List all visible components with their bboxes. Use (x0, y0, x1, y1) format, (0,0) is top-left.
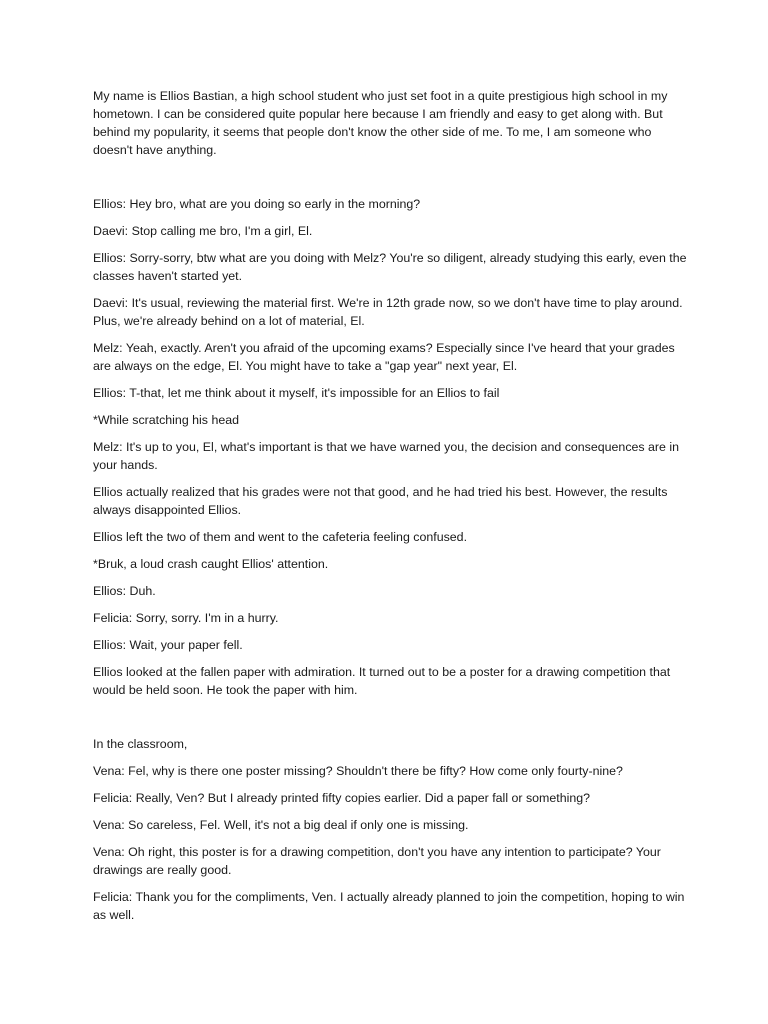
narration-paragraph: Ellios looked at the fallen paper with admiration. It turned out to be a poster for a drawing competition that would be held soon. He took the paper with him. (93, 665, 671, 697)
stage-direction: *Bruk, a loud crash caught Ellios' attention. (93, 557, 329, 571)
dialogue-line: Felicia: Sorry, sorry. I'm in a hurry. (93, 611, 279, 625)
dialogue-line: Ellios: Duh. (93, 584, 156, 598)
dialogue-line: Vena: Oh right, this poster is for a drawing competition, don't you have any intention to participate? Your drawings are really good. (93, 845, 661, 877)
dialogue-line: Vena: Fel, why is there one poster missing? Shouldn't there be fifty? How come only fourty-nine? (93, 764, 623, 778)
dialogue-line: Felicia: Really, Ven? But I already printed fifty copies earlier. Did a paper fall or something? (93, 791, 591, 805)
dialogue-line: Ellios: Wait, your paper fell. (93, 638, 243, 652)
document-page (93, 87, 693, 933)
dialogue-line: Vena: So careless, Fel. Well, it's not a big deal if only one is missing. (93, 818, 469, 832)
dialogue-line: Ellios: Hey bro, what are you doing so early in the morning? (93, 197, 421, 211)
narration-paragraph: Ellios actually realized that his grades were not that good, and he had tried his best. However, the results always disappointed Ellios. (93, 485, 668, 517)
dialogue-line: Ellios: T-that, let me think about it myself, it's impossible for an Ellios to fail (93, 386, 500, 400)
intro-paragraph: My name is Ellios Bastian, a high school student who just set foot in a quite prestigious high school in my hometown. I can be considered quite popular here because I am friendly and easy to get along with. But behind my popularity, it seems that people don't know the other side of me. To me, I am someone who doesn't have anything. (93, 89, 668, 157)
dialogue-line: Ellios: Sorry-sorry, btw what are you doing with Melz? You're so diligent, already studying this early, even the classes haven't started yet. (93, 251, 687, 283)
dialogue-line: Daevi: It's usual, reviewing the material first. We're in 12th grade now, so we don't have time to play around. Plus, we're already behind on a lot of material, El. (93, 296, 683, 328)
dialogue-line: Daevi: Stop calling me bro, I'm a girl, El. (93, 224, 313, 238)
dialogue-line: Melz: It's up to you, El, what's important is that we have warned you, the decision and consequences are in your hands. (93, 440, 680, 472)
dialogue-line: Melz: Yeah, exactly. Aren't you afraid of the upcoming exams? Especially since I've heard that your grades are always on the edge, El. You might have to take a "gap year" next year, El. (93, 341, 675, 373)
dialogue-line: Felicia: Thank you for the compliments, Ven. I actually already planned to join the competition, hoping to win as well. (93, 890, 685, 922)
stage-direction: *While scratching his head (93, 413, 240, 427)
narration-paragraph: Ellios left the two of them and went to the cafeteria feeling confused. (93, 530, 468, 544)
scene-heading: In the classroom, (93, 737, 188, 751)
